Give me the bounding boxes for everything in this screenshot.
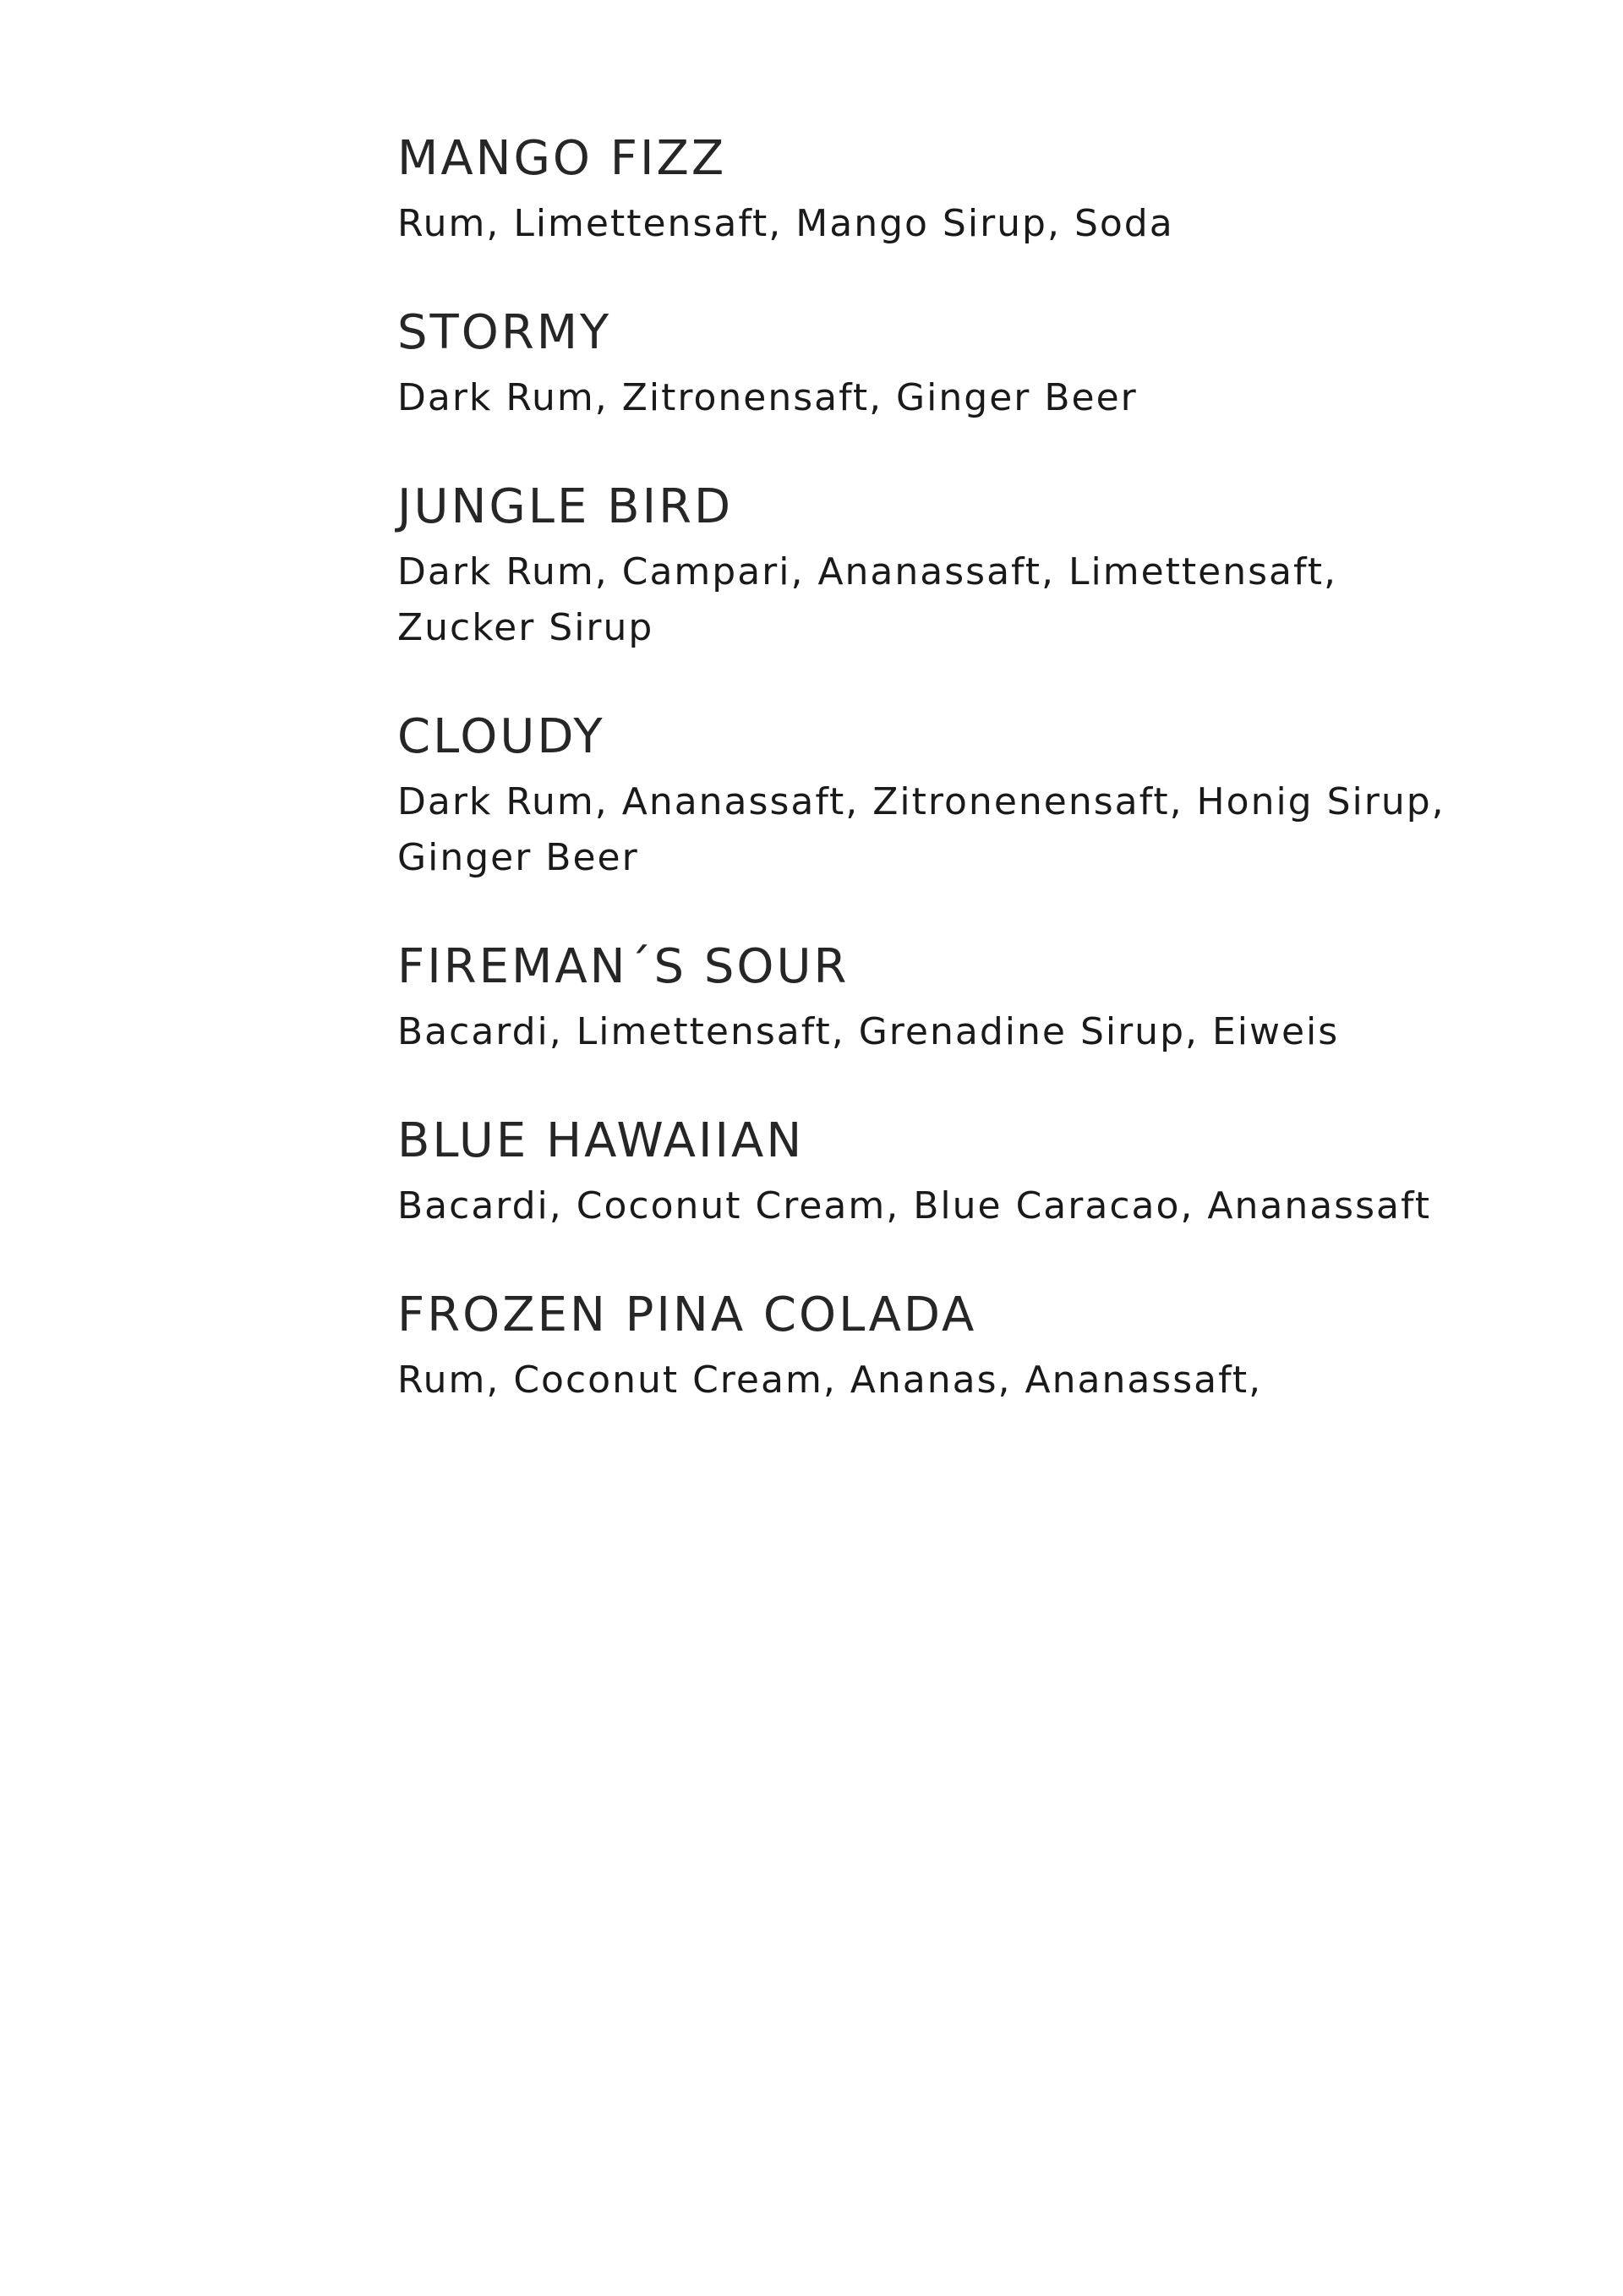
drink-ingredients: Bacardi, Limettensaft, Grenadine Sirup, Eiweis bbox=[397, 1010, 1340, 1053]
drink-ingredients: Rum, Limettensaft, Mango Sirup, Soda bbox=[397, 202, 1174, 245]
drink-ingredients: Dark Rum, Campari, Ananassaft, Limettensaft, Zucker Sirup bbox=[397, 550, 1337, 649]
drink-name: FIREMAN´S SOUR bbox=[397, 939, 850, 994]
drink-name: CLOUDY bbox=[397, 709, 605, 764]
menu-item-firemans-sour bbox=[397, 935, 1479, 1060]
menu-item-cloudy bbox=[397, 705, 1479, 886]
drink-name: MANGO FIZZ bbox=[397, 131, 727, 186]
drink-name: STORMY bbox=[397, 305, 612, 360]
drink-name: FROZEN PINA COLADA bbox=[397, 1287, 977, 1342]
menu-item-blue-hawaiian bbox=[397, 1109, 1479, 1234]
menu-item-mango-fizz bbox=[397, 127, 1479, 252]
drink-name: JUNGLE BIRD bbox=[397, 479, 734, 534]
menu-item-jungle-bird bbox=[397, 475, 1479, 656]
drink-ingredients: Dark Rum, Ananassaft, Zitronenensaft, Honig Sirup, Ginger Beer bbox=[397, 780, 1445, 879]
menu-item-stormy bbox=[397, 301, 1479, 426]
drink-ingredients: Dark Rum, Zitronensaft, Ginger Beer bbox=[397, 376, 1138, 419]
drink-menu-list bbox=[397, 127, 1479, 1457]
drink-ingredients: Bacardi, Coconut Cream, Blue Caracao, Ananassaft bbox=[397, 1184, 1431, 1227]
drink-name: BLUE HAWAIIAN bbox=[397, 1113, 805, 1168]
drink-ingredients: Rum, Coconut Cream, Ananas, Ananassaft, bbox=[397, 1358, 1263, 1402]
menu-item-frozen-pina-colada bbox=[397, 1283, 1479, 1408]
